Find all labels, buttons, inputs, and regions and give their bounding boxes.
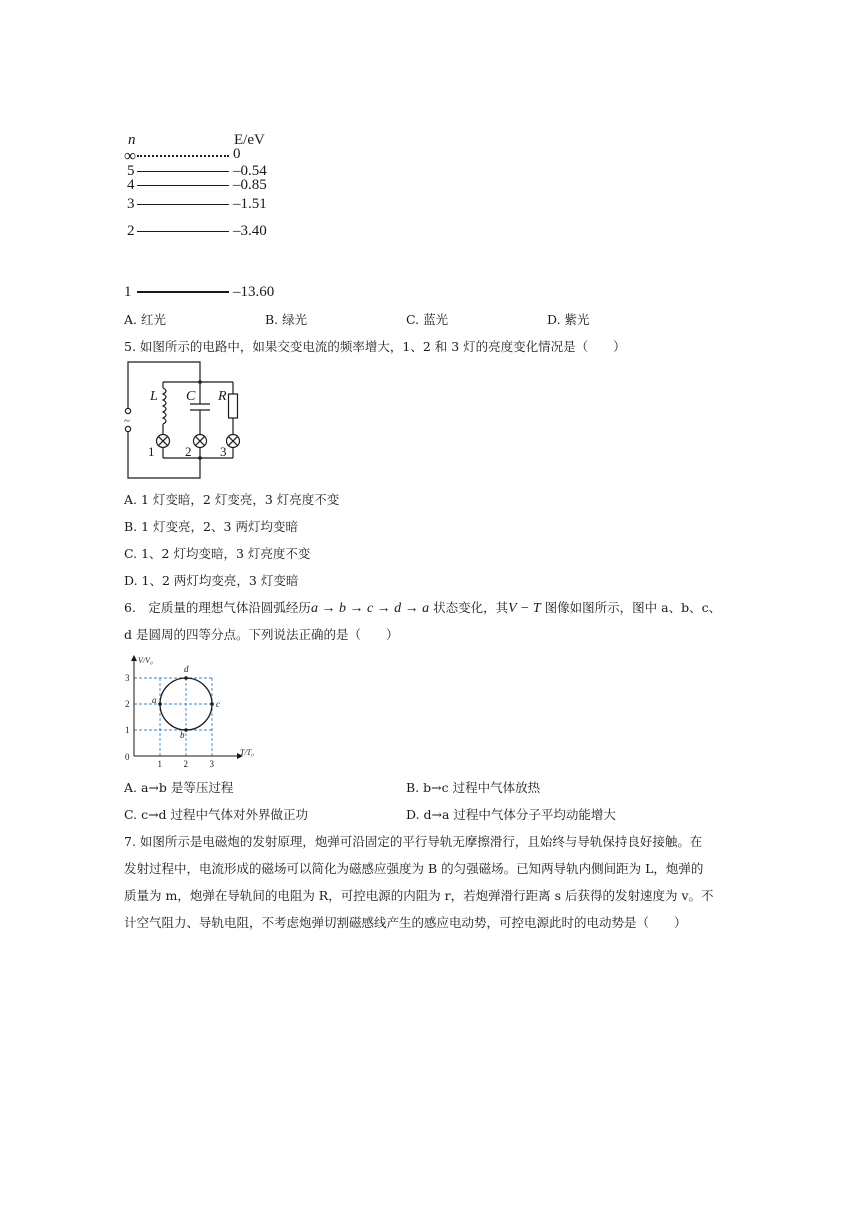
level-n-1: 1 [124, 284, 132, 300]
y-tick-label: 2 [125, 699, 130, 709]
state-point-b [184, 728, 188, 732]
q6-process: a → b → c → d → a [310, 601, 430, 616]
level-n-3: 3 [127, 196, 135, 212]
q4-option-c[interactable]: C. 蓝光 [406, 312, 449, 327]
q5-stem: 5. 如图所示的电路中，如果交变电流的频率增大，1、2 和 3 灯的亮度变化情况是（ ） [124, 339, 626, 354]
q5-circuit-diagram [118, 360, 248, 484]
q7-line-1: 7. 如图所示是电磁炮的发射原理，炮弹可沿固定的平行导轨无摩擦滑行，且始终与导轨保持良好接触。在 [124, 834, 703, 849]
q5-option-d[interactable]: D. 1、2 两灯均变亮，3 灯变暗 [124, 573, 299, 588]
state-label-c: c [216, 699, 220, 709]
v-axis-label: V/V₀ [138, 656, 153, 665]
resistor [229, 394, 238, 418]
q6-option-d[interactable]: D. d→a 过程中气体分子平均动能增大 [406, 807, 616, 822]
label-ac-source: ~ [124, 415, 130, 427]
level-e-inf: 0 [233, 146, 241, 162]
q4-option-a[interactable]: A. 红光 [124, 312, 166, 327]
inductor-coil [163, 388, 166, 424]
y-tick-label: 3 [125, 673, 130, 683]
level-n-inf: ∞ [124, 146, 137, 165]
q7-line-3: 质量为 m，炮弹在导轨间的电阻为 R，可控电源的内阻为 r，若炮弹滑行距离 s 后获得的发射速度为 v。不 [124, 888, 714, 903]
level-n-5: 5 [127, 163, 135, 179]
level-e-2: –3.40 [233, 223, 267, 239]
level-e-4: –0.85 [233, 177, 267, 193]
level-line-2 [137, 231, 229, 232]
label-R: R [218, 389, 227, 404]
state-label-b: b [180, 730, 185, 740]
q6-option-b[interactable]: B. b→c 过程中气体放热 [406, 780, 541, 795]
q5-option-a[interactable]: A. 1 灯变暗，2 灯变亮，3 灯亮度不变 [124, 492, 340, 507]
n-axis-header: n [128, 132, 136, 148]
x-tick-label: 3 [209, 759, 214, 768]
state-point-c [210, 702, 214, 706]
state-label-a: a [152, 695, 157, 705]
q6-stem-line1 [124, 600, 721, 617]
level-e-5: –0.54 [233, 163, 267, 179]
x-tick-label: 1 [157, 759, 162, 768]
q6-stem-mid: 状态变化，其 [429, 600, 509, 615]
q4-option-b[interactable]: B. 绿光 [265, 312, 308, 327]
q7-line-2: 发射过程中，电流形成的磁场可以简化为磁感应强度为 B 的匀强磁场。已知两导轨内侧间距为 L，炮弹的 [124, 861, 704, 876]
q6-stem-pre: 6. 定质量的理想气体沿圆弧经历 [124, 600, 311, 615]
label-lamp-3: 3 [220, 444, 227, 459]
q6-vt-graph [118, 652, 262, 768]
level-e-3: –1.51 [233, 196, 267, 212]
label-lamp-2: 2 [185, 444, 192, 459]
t-axis-label: T/T₀ [240, 748, 254, 757]
level-line-5 [137, 171, 229, 172]
q6-option-c[interactable]: C. c→d 过程中气体对外界做正功 [124, 807, 309, 822]
level-line-1 [137, 291, 229, 293]
label-C: C [186, 389, 196, 404]
q5-option-b[interactable]: B. 1 灯变亮，2、3 两灯均变暗 [124, 519, 298, 534]
q7-line-4: 计空气阻力、导轨电阻，不考虑炮弹切割磁感线产生的感应电动势，可控电源此时的电动势是（ ） [124, 915, 687, 930]
level-line-3 [137, 204, 229, 205]
label-lamp-1: 1 [148, 444, 155, 459]
energy-axis-header: E/eV [234, 132, 265, 148]
level-e-1: –13.60 [233, 284, 275, 300]
state-label-d: d [184, 664, 189, 674]
q5-option-c[interactable]: C. 1、2 灯均变暗，3 灯亮度不变 [124, 546, 311, 561]
level-line-4 [137, 185, 229, 186]
state-point-a [158, 702, 162, 706]
q4-option-d[interactable]: D. 紫光 [547, 312, 590, 327]
source-terminal-bottom [125, 426, 130, 431]
q6-option-a[interactable]: A. a→b 是等压过程 [124, 780, 234, 795]
y-tick-label: 1 [125, 725, 130, 735]
state-point-d [184, 676, 188, 680]
label-L: L [150, 389, 158, 404]
origin-label: 0 [125, 752, 130, 762]
level-n-4: 4 [127, 177, 135, 193]
level-n-2: 2 [127, 223, 135, 239]
level-line-inf [137, 155, 229, 157]
q6-stem-post: 图像如图所示，图中 a、b、c、 [540, 600, 722, 615]
q6-stem-line2: d 是圆周的四等分点。下列说法正确的是（ ） [124, 627, 399, 642]
q6-vt: V − T [508, 601, 541, 616]
source-terminal-top [125, 408, 130, 413]
x-tick-label: 2 [183, 759, 188, 768]
